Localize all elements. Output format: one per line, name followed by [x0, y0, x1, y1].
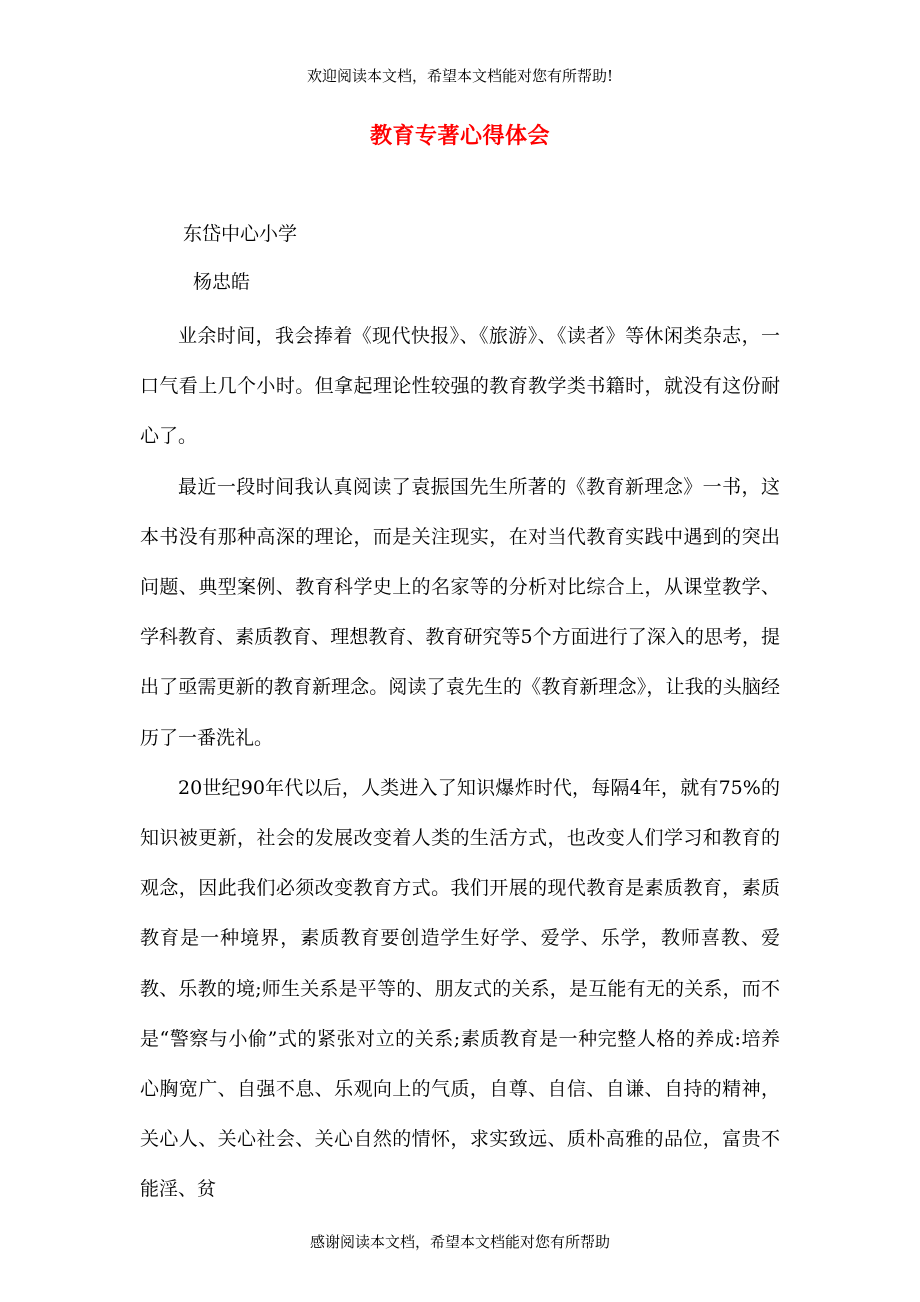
- school-name: 东岱中心小学: [183, 223, 298, 245]
- body-paragraph: 最近一段时间我认真阅读了袁振国先生所著的《教育新理念》一书，这本书没有那种高深的理论，而是关注现实，在对当代教育实践中遇到的突出问题、典型案例、教育科学史上的名家等的分析对比综合上，从课堂教学、学科教育、素质教育、理想教育、教育研究等5个方面进行了深入的思考，提出了亟需更新的教育新理念。阅读了袁先生的《教育新理念》，让我的头脑经历了一番洗礼。: [140, 475, 780, 749]
- author-name: 杨忠皓: [193, 271, 251, 293]
- body-paragraph: 20世纪90年代以后，人类进入了知识爆炸时代，每隔4年，就有75%的知识被更新，社会的发展改变着人类的生活方式，也改变人们学习和教育的观念，因此我们必须改变教育方式。我们开展的现代教育是素质教育，素质教育是一种境界，素质教育要创造学生好学、爱学、乐学，教师喜教、爱教、乐教的境;师生关系是平等的、朋友式的关系，是互能有无的关系，而不是“警察与小偷”式的紧张对立的关系;素质教育是一种完整人格的养成:培养心胸宽广、自强不息、乐观向上的气质，自尊、自信、自谦、自持的精神，关心人、关心社会、关心自然的情怀，求实致远、质朴高雅的品位，富贵不能淫、贫: [140, 776, 780, 1201]
- document-title: 教育专著心得体会: [369, 123, 550, 149]
- body-paragraph: 业余时间，我会捧着《现代快报》、《旅游》、《读者》等休闲类杂志，一口气看上几个小时。但拿起理论性较强的教育教学类书籍时，就没有这份耐心了。: [140, 325, 780, 448]
- document-body: [140, 311, 780, 1215]
- page-footer-note: 感谢阅读本文档，希望本文档能对您有所帮助: [309, 1233, 610, 1251]
- page-header-note: 欢迎阅读本文档，希望本文档能对您有所帮助!: [306, 67, 614, 85]
